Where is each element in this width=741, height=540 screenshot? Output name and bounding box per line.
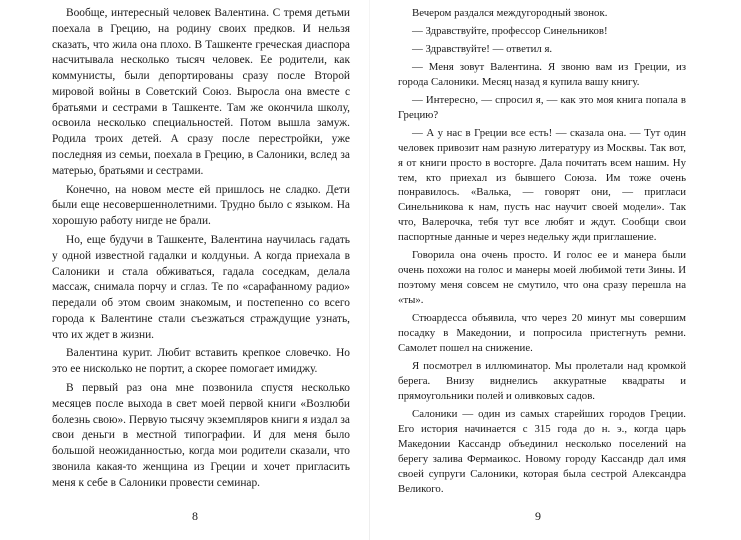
- right-page: [398, 6, 686, 500]
- left-page-number: 8: [192, 509, 198, 523]
- left-paragraph-4: Валентина курит. Любит вставить крепкое словечко. Но это ее нисколько не портит, а скорее помогает имиджу.: [52, 347, 350, 376]
- right-paragraph-3: — Здравствуйте! — ответил я.: [412, 42, 553, 55]
- right-paragraph-1: Вечером раздался междугородный звонок.: [412, 7, 608, 19]
- left-paragraph-1: Вообще, интересный человек Валентина. С тремя детьми поехала в Грецию, на родину своих предков. И нельзя сказать, что жила она плохо. В Ташкенте греческая диаспора насчитывала несколько тысяч человек. Ее родители, как коммунисты, были депортированы сразу после Второй мировой войны в Советский Союз. Выросла она вместе с братьями и сестрами в Ташкенте. Там же окончила школу, освоила несколько специальностей. Потом вышла замуж. Родила троих детей. А сразу после перестройки, уже последняя из семьи, поехала в Грецию, в Салоники, вслед за матерью, братьями и сестрами.: [52, 7, 350, 177]
- right-paragraph-6: — А у нас в Греции все есть! — сказала она. — Тут один человек привозит нам разную литературу из Москвы. Так вот, я от книги просто в восторге. Дала почитать всем нашим. Ну тем, кто приехал из бывшего Союза. Им тоже очень понравилось. «Валька, — говорят они, — пригласи Синельникова к нам, пусть нас научит своей модели». Так что, Валерочка, тебя тут все любят и ждут. Сообщи свои паспортные данные и через недельку жди приглашение.: [398, 126, 686, 244]
- right-paragraph-8: Стюардесса объявила, что через 20 минут мы совершим посадку в Македонии, и попросила пристегнуть ремни. Самолет пошел на снижение.: [398, 312, 686, 355]
- left-page: [52, 6, 350, 494]
- right-page-number: 9: [535, 509, 541, 523]
- right-paragraph-10: Салоники — один из самых старейших городов Греции. Его история начинается с 315 года до н. э., когда царь Македонии Кассандр объединил несколько поселений на берегу залива Фермаикос. Новому городу Кассандр дал имя своей супруги Салоники, которая была сестрой Александра Великого.: [398, 407, 686, 495]
- left-paragraph-5: В первый раз она мне позвонила спустя несколько месяцев после выхода в свет моей первой книги «Возлюби болезнь свою». Первую тысячу экземпляров книги я издал за свои деньги в местной типографии. И для меня было большой неожиданностью, когда мои родители сказали, что звонила какая-то женщина из Греции и хочет пригласить меня к себе в Салоники провести семинар.: [52, 381, 350, 489]
- right-paragraph-5: — Интересно, — спросил я, — как это моя книга попала в Грецию?: [398, 93, 686, 121]
- left-paragraph-3: Но, еще будучи в Ташкенте, Валентина научилась гадать у одной известной гадалки и колдуньи. А когда приехала в Салоники и стала обживаться, гадала соседкам, делала массаж, снимала порчу и сглаз. Те по «сарафанному радио» передали об этом своим знакомым, и постепенно со всего города к Валентине стали съезжаться страждущие узнать, что их ждет в жизни.: [52, 233, 350, 341]
- right-paragraph-2: — Здравствуйте, профессор Синельников!: [412, 24, 608, 37]
- right-paragraph-4: — Меня зовут Валентина. Я звоню вам из Греции, из города Салоники. Месяц назад я купила вашу книгу.: [398, 60, 686, 88]
- spine-divider: [369, 0, 370, 540]
- left-paragraph-2: Конечно, на новом месте ей пришлось не сладко. Дети были еще несовершеннолетними. Трудно было с языком. На хорошую работу нигде не брали.: [52, 183, 350, 228]
- right-paragraph-9: Я посмотрел в иллюминатор. Мы пролетали над кромкой берега. Внизу виднелись аккуратные квадраты и прямоугольники полей и оливковых садов.: [398, 359, 686, 402]
- right-paragraph-7: Говорила она очень просто. И голос ее и манера были очень похожи на голос и манеры моей любимой тети Зины. И поэтому меня совсем не смутило, что она сразу перешла на «ты».: [398, 249, 686, 307]
